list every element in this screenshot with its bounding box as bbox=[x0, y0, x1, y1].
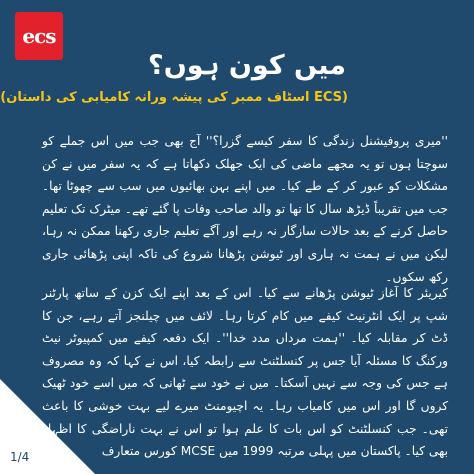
page-title: میں کون ہوں؟ bbox=[148, 50, 346, 81]
story-paragraph-1: ''میری پروفیشنل زندگی کا سفر کیسے گزرا؟'' آج بھی جب میں اس جملے کو سوچتا ہوں تو یہ مجھے ماضی کی ایک جھلک دکھاتا ہے کہ یہ سفر میں نے کن مشکلات کو عبور کر کے طے کیا۔ میں اپنے بہن بھائیوں میں سب سے چھوٹا تھا۔ جب میں تقریباً ڈیڑھ سال کا تھا تو والد صاحب وفات پا گئے تھے۔ میٹرک تک تعلیم حاصل کرنے کے بعد حالات سازگار نہ رہے اور آگے تعلیم جاری رکھنا ممکن نہ رہا، لیکن میں نے ہمت نہ ہاری اور ٹیوشن پڑھانا شروع کی تاکہ اپنی پڑھائی جاری رکھ سکوں۔ bbox=[42, 134, 448, 284]
logo-text: ecs bbox=[22, 24, 56, 48]
ecs-logo bbox=[15, 12, 63, 60]
story-paragraph-2: کیریئر کا آغاز ٹیوشن پڑھانے سے کیا۔ اس کے بعد اپنے ایک کزن کے ساتھ پارٹنر شپ پر ایک انٹرنیٹ کیفے میں کام کرتا رہا۔ لائف میں چیلنجز آتے رہے، جن کا ڈٹ کر مقابلہ کیا۔ ''ہمت مرداں مدد خدا''۔ ایک دفعہ کیفے میں کمپیوٹر نیٹ ورکنگ کا مسئلہ آیا جس پر کنسلٹنٹ سے رابطہ کیا، اس نے کہا کہ وہ مصروف ہے جس کی وجہ سے نہیں آسکتا۔ میں نے خود سے ٹھانی کہ میں اسے خود ٹھیک کروں گا اور اس میں کامیاب رہا۔ یہ اچیومنٹ میرے لیے بہت خوشی کا باعث تھی۔ جب کنسلٹنٹ کو اس بات کا علم ہوا تو اس نے بہت ناراضگی کا اظہار بھی کیا۔ پاکستان میں پہلی مرتبہ 1999 میں MCSE کورس متعارف bbox=[42, 286, 448, 459]
page-subtitle: (ECS اسٹاف ممبر کی پیشہ ورانہ کامیابی کی داستان) bbox=[0, 90, 348, 105]
page-indicator: 1/4 bbox=[10, 450, 30, 464]
